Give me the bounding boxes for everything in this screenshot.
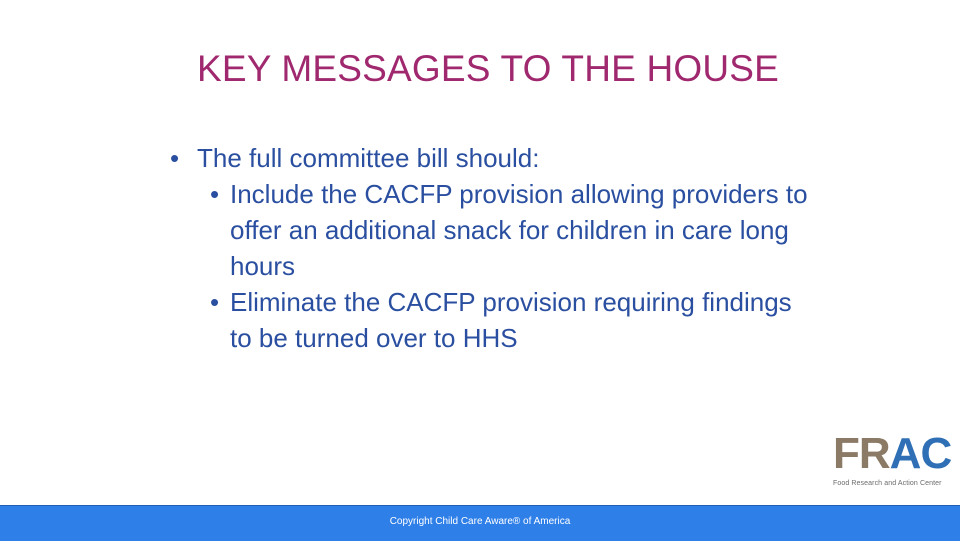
bullet-icon: • bbox=[170, 143, 180, 173]
logo-letter-c: C bbox=[920, 429, 952, 478]
logo-letter-f: F bbox=[833, 429, 859, 478]
bullet-icon: • bbox=[210, 179, 220, 209]
logo-letter-r: R bbox=[858, 429, 890, 478]
sub-bullet-1-text: Include the CACFP provision allowing providers to offer an additional snack for children in care long hours bbox=[230, 179, 808, 281]
logo-letter-a: A bbox=[889, 429, 921, 478]
sub-bullet-1 bbox=[210, 176, 810, 284]
bullet-icon: • bbox=[210, 287, 220, 317]
bullet-main bbox=[170, 140, 810, 176]
slide-content bbox=[170, 140, 810, 356]
bullet-main-text: The full committee bill should: bbox=[197, 143, 540, 173]
frac-logo bbox=[833, 429, 953, 494]
sub-bullet-2-text: Eliminate the CACFP provision requiring findings to be turned over to HHS bbox=[230, 287, 792, 353]
slide-title: KEY MESSAGES TO THE HOUSE bbox=[196, 48, 780, 89]
frac-logo-subtitle: Food Research and Action Center bbox=[833, 480, 942, 487]
footer-bar bbox=[0, 505, 960, 541]
frac-logo-letters bbox=[833, 429, 953, 478]
footer-copyright: Copyright Child Care Aware® of America bbox=[389, 516, 571, 527]
sub-bullet-2 bbox=[210, 284, 810, 356]
